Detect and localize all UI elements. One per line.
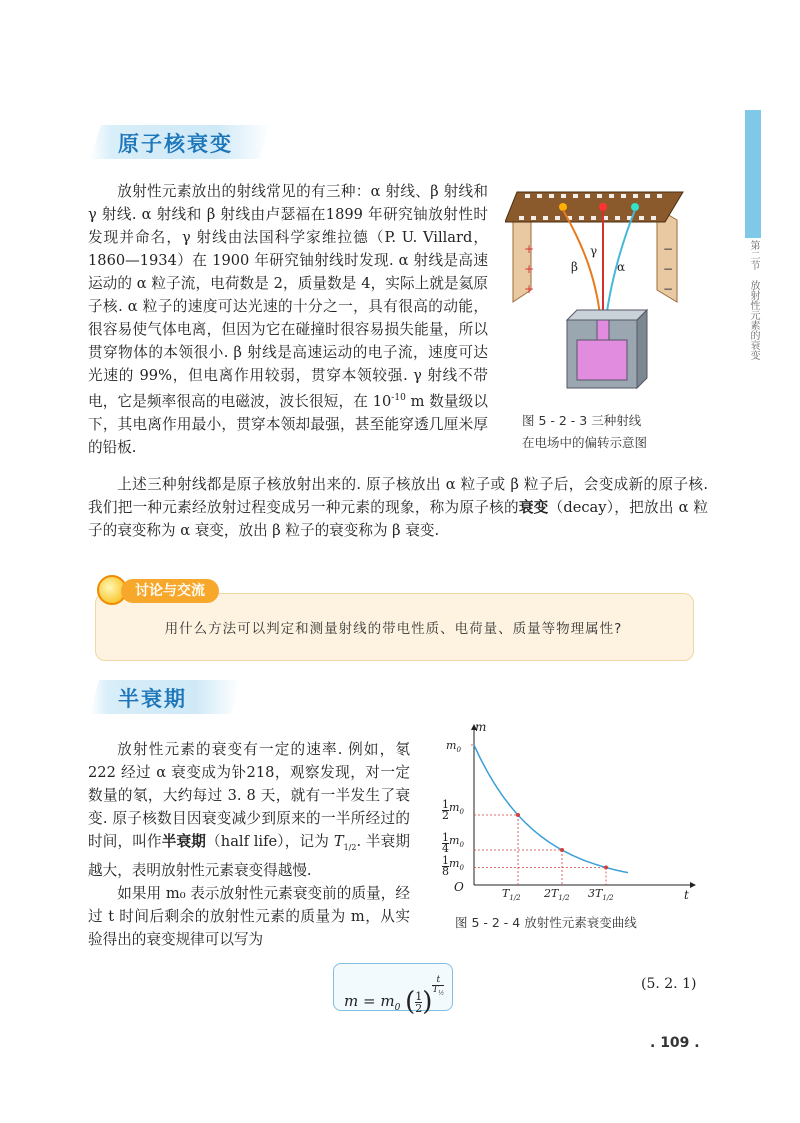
alpha-label: α [617,260,626,274]
beta-label: β [571,260,578,274]
sub-num: 1 [343,842,349,852]
para-text: 放射性元素放出的射线常见的有三种：α 射线、β 射线和 γ 射线. α 射线和 β 射线由卢瑟福在1899 年研究铀放射性时发现并命名，γ 射线由法国科学家维拉德（P. U. Villard，1860—1934）在 1900 年研究铀射线时发现. α 射线是高速运动的 α 粒子流，电荷数是 2，质量数是 4，实际上就是氦原子核. α 粒子的速度可达光速的十分之一，具有很高的动能，很容易使气体电离，但因为它在碰撞时很容易损失能量，所以贯穿物体的本领很小. β 射线是高速运动的电子流，速度可达光速的 99%，但电离作用较弱，贯穿本领较强. γ 射线不带电，它是频率很高的电磁波，波长很短，在 10 [88,183,488,410]
y-tick-quarter: $\frac{1}{4}$ $m_0$ [442,831,464,855]
origin-label: O [454,880,464,894]
page-number: . 109 . [650,1035,700,1051]
data-point [604,866,608,870]
gamma-label: γ [590,244,598,258]
figure2-caption: 图 5 - 2 - 4 放射性元素衰变曲线 [455,915,637,930]
para-text-b: （half life），记为 [206,833,330,850]
y-tick-half: $\frac{1}{2}$ $m_0$ [442,798,464,822]
term-half-life: 半衰期 [161,833,207,850]
chapter-side-tab [745,110,761,470]
data-point [516,813,520,817]
half-life-paragraph-1: 放射性元素的衰变有一定的速率. 例如，氡222 经过 α 衰变成为钋218，观察发现，对一定数量的氡，大约每过 3. 8 天，就有一半发生了衰变. 原子核数目因衰变减少到原来的一半所经过的时间，叫作半衰期（half life），记为 $T_{1/2}$. 半衰期越大，表明放射性元素衰变得越慢. 如果用 m₀ 表示放射性元素衰变前的质量，经过 t 时间后剩余的放射性元素的质量为 m，从实验得出的衰变规律可以写为 [88,738,410,951]
left-plate-sign-3: + [524,282,535,296]
decay-curve-svg [440,720,700,903]
figure-rays-deflection [505,180,695,410]
data-point [560,848,564,852]
figure1-caption [522,410,692,454]
gamma-spot [599,203,607,211]
x-tick-2T: $2T_{1/2}$ [544,887,570,903]
discussion-label: 讨论与交流 [121,579,219,603]
x-tick-3T: $3T_{1/2}$ [588,887,614,903]
decay-paragraph-2 [88,473,708,542]
exponent: -10 [391,393,406,403]
section-heading-decay [90,125,270,159]
y-tick-eighth: $\frac{1}{8}$ $m_0$ [442,854,464,878]
sub-den: 2 [351,842,357,852]
discussion-question: 用什么方法可以判定和测量射线的带电性质、电荷量、质量等物理属性? [164,621,623,637]
term-decay: 衰变 [518,499,549,516]
decay-paragraph-1 [88,180,488,459]
left-plate-sign-2: + [524,262,535,276]
decay-curve-chart [440,720,700,903]
half-life-paragraph-2: 如果用 m₀ 表示放射性元素衰变前的质量，经过 t 时间后剩余的放射性元素的质量为 m，从实验得出的衰变规律可以写为 [88,884,410,948]
para-text: 上述三种射线都是原子核放射出来的. 原子核放出 α 粒子或 β 粒子后，会变成新的原子核. 我们把一种元素经放射过程变成另一种元素的现象，称为原子核的 [88,476,708,516]
y-axis-label: m [475,720,487,734]
figure1-caption-line1: 图 5 - 2 - 3 三种射线 [522,413,642,428]
section-title: 半衰期 [118,687,187,711]
right-plate-sign-3: − [663,282,674,296]
section-heading-half-life [90,680,240,714]
para-text-b: （decay），把放出 α 粒子的衰变称为 α 衰变，放出 β 粒子的衰变称为 β 衰变. [88,499,708,539]
side-tab-topic: 放射性元素的衰变 [748,280,759,360]
formula-number: (5. 2. 1) [641,976,697,992]
section-title: 原子核衰变 [118,132,233,156]
x-axis-label: t [684,888,689,902]
y-tick-m0: $m_0$ [446,739,461,755]
figure1-caption-line2: 在电场中的偏转示意图 [522,435,648,450]
x-tick-T: $T_{1/2}$ [502,887,521,903]
para-text-c: . 半衰期越大，表明放射性元素衰变得越慢. [88,833,410,879]
side-tab-section: 第二节 [748,240,759,270]
right-plate-sign-1: − [663,242,674,256]
decay-formula-box [333,963,453,1017]
alpha-spot [631,203,639,211]
source-cavity [577,340,627,380]
para-text: 放射性元素的衰变有一定的速率. 例如，氡222 经过 α 衰变成为钋218，观察发现，对一定数量的氡，大约每过 3. 8 天，就有一半发生了衰变. 原子核数目因衰变减少到原来的一半所经过的时间，叫作 [88,741,410,850]
beta-spot [559,203,567,211]
para-text-tail: m 数量级以下，其电离作用最小，贯穿本领却最强，甚至能穿透几厘米厚的铅板. [88,392,488,456]
discussion-box [95,575,692,660]
decay-formula: $m = m_0$ ( $\frac{1}{2}$ ) $^{\frac{t}{T_{\frac{1}{2}}}}$ [344,975,445,1017]
left-plate-sign-1: + [524,242,535,256]
side-tab-bar [745,110,761,238]
decay-curve [474,745,628,873]
right-plate-sign-2: − [663,262,674,276]
